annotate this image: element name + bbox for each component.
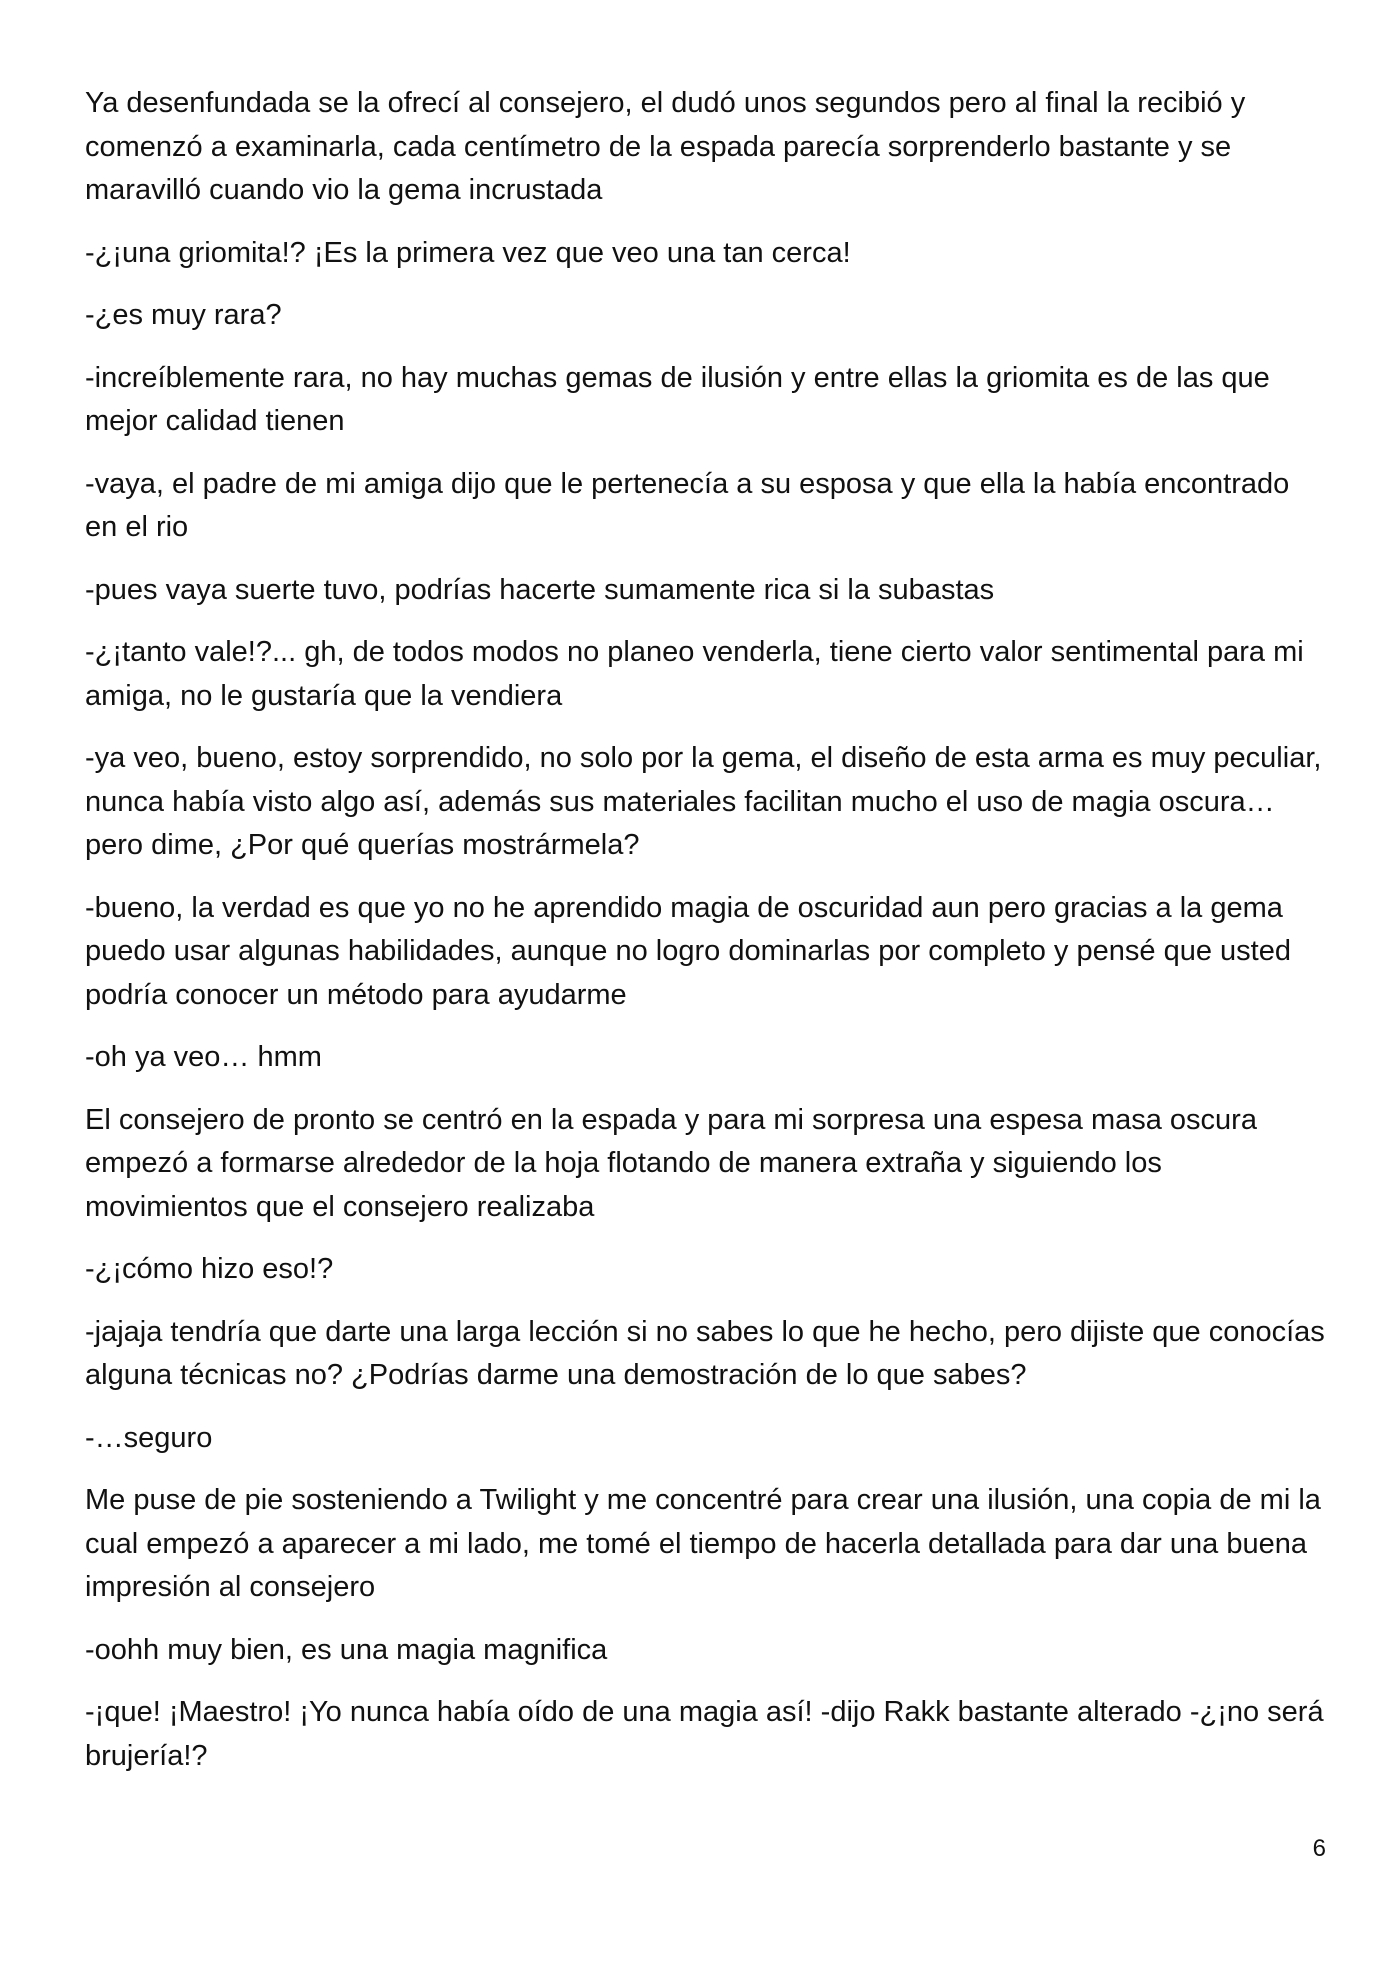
paragraph: -oh ya veo… hmm bbox=[85, 1041, 322, 1073]
paragraph: -¿¡cómo hizo eso!? bbox=[85, 1253, 334, 1285]
paragraph: Me puse de pie sosteniendo a Twilight y me concentré para crear una ilusión, una copia de mi la cual empezó a aparecer a mi lado, me tomé el tiempo de hacerla detallada para dar una buena impresión al consejero bbox=[85, 1484, 1321, 1603]
paragraph: -¿es muy rara? bbox=[85, 299, 282, 331]
paragraph: -vaya, el padre de mi amiga dijo que le pertenecía a su esposa y que ella la había encontrado en el rio bbox=[85, 467, 1290, 543]
paragraph: -oohh muy bien, es una magia magnifica bbox=[85, 1633, 608, 1666]
paragraph: -ya veo, bueno, estoy sorprendido, no solo por la gema, el diseño de esta arma es muy peculiar, nunca había visto algo así, además sus materiales facilitan mucho el uso de magia oscura…pero dime, ¿Por qué querías mostrármela? bbox=[85, 742, 1322, 861]
paragraph: Ya desenfundada se la ofrecí al consejero, el dudó unos segundos pero al final la recibió y comenzó a examinarla, cada centímetro de la espada parecía sorprenderlo bastante y se maravilló cuando vio la gema incrustada bbox=[85, 87, 1246, 206]
paragraph: -pues vaya suerte tuvo, podrías hacerte sumamente rica si la subastas bbox=[85, 573, 995, 606]
paragraph: -¡que! ¡Maestro! ¡Yo nunca había oído de una magia así! -dijo Rakk bastante alterado -¿¡no será brujería!? bbox=[85, 1696, 1324, 1772]
paragraph: -increíblemente rara, no hay muchas gemas de ilusión y entre ellas la griomita es de las que mejor calidad tienen bbox=[85, 361, 1270, 437]
paragraph: -¿¡tanto vale!?... gh, de todos modos no planeo venderla, tiene cierto valor sentimental para mi amiga, no le gustaría que la vendiera bbox=[85, 636, 1304, 712]
paragraph: -…seguro bbox=[85, 1421, 213, 1454]
paragraph: -¿¡una griomita!? ¡Es la primera vez que veo una tan cerca! bbox=[85, 236, 851, 269]
paragraph: El consejero de pronto se centró en la espada y para mi sorpresa una espesa masa oscura empezó a formarse alrededor de la hoja flotando de manera extraña y siguiendo los movimientos que el consejero realizaba bbox=[85, 1103, 1257, 1223]
paragraph: -jajaja tendría que darte una larga lección si no sabes lo que he hecho, pero dijiste que conocías alguna técnicas no? ¿Podrías darme una demostración de lo que sabes? bbox=[85, 1315, 1325, 1391]
body-text bbox=[85, 82, 1325, 1797]
paragraph: -bueno, la verdad es que yo no he aprendido magia de oscuridad aun pero gracias a la gema puedo usar algunas habilidades, aunque no logro dominarlas por completo y pensé que usted podría conocer un método para ayudarme bbox=[85, 891, 1291, 1011]
page-number: 6 bbox=[1312, 1835, 1326, 1862]
